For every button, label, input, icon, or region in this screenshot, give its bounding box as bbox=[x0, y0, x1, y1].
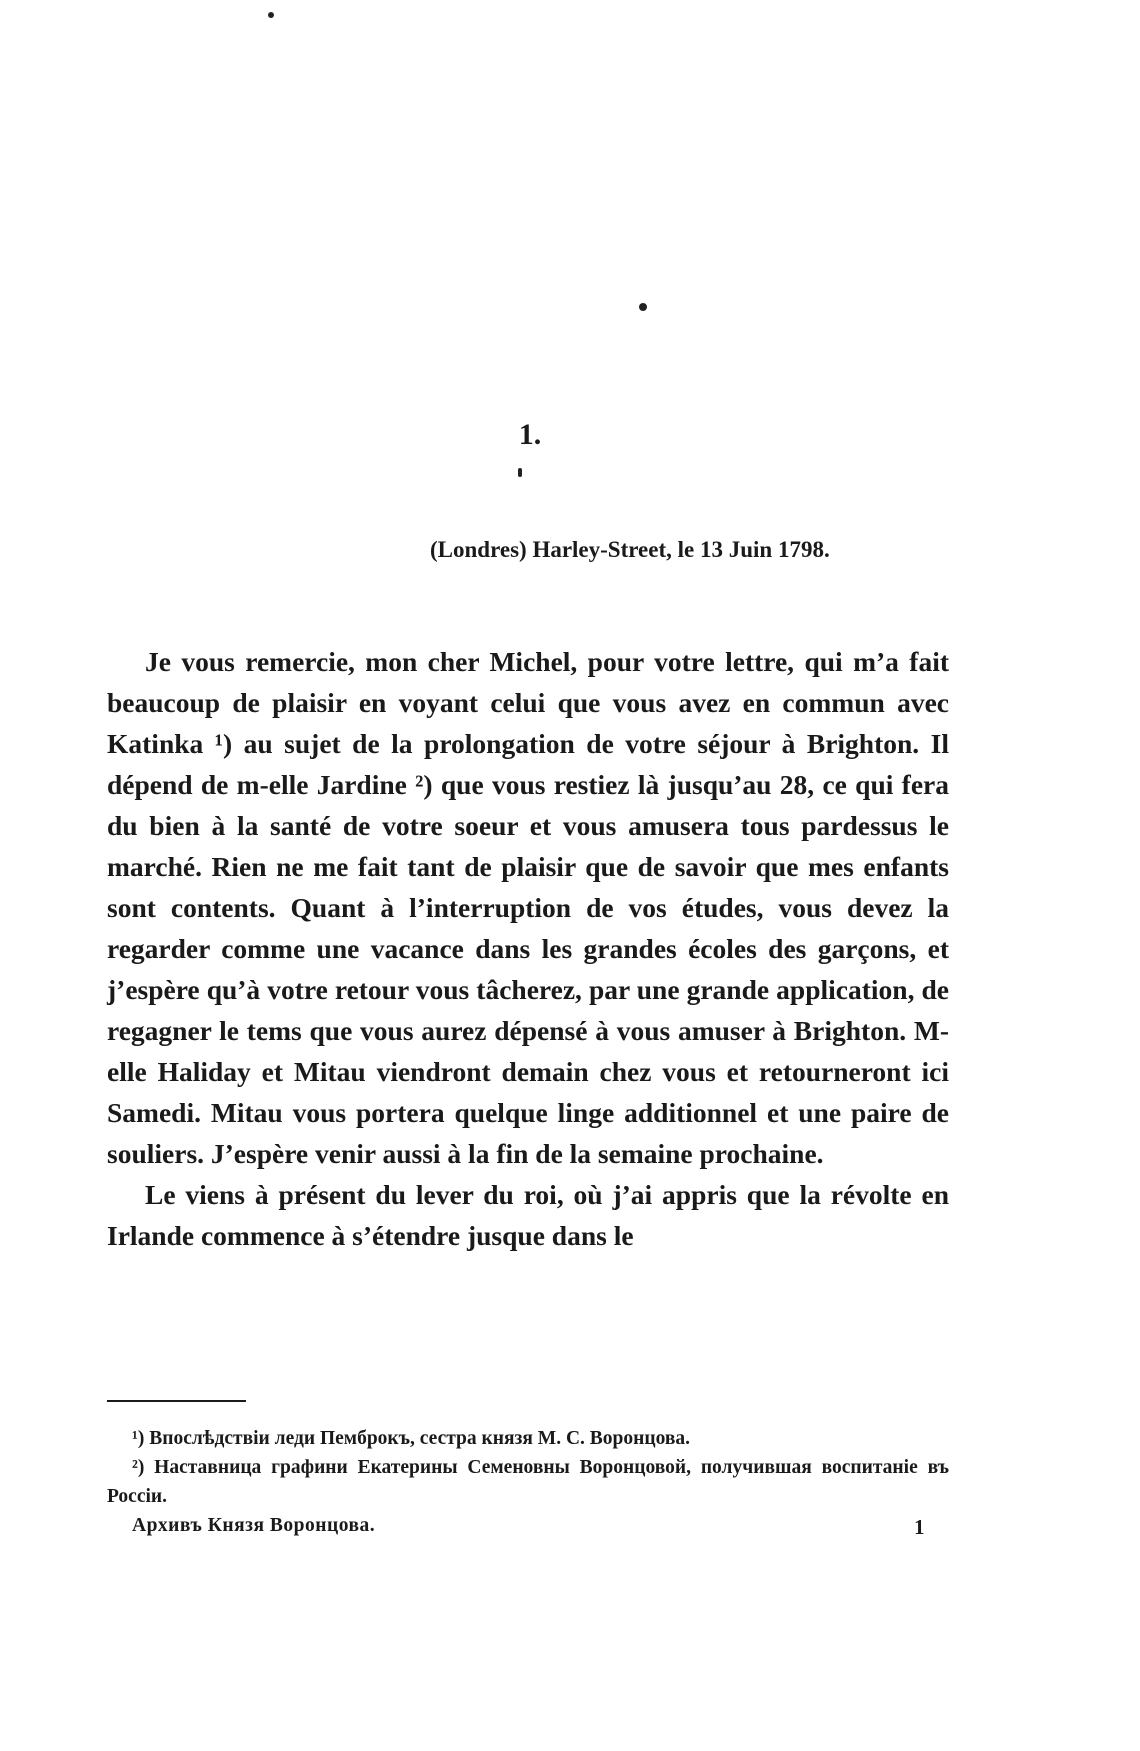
footnote: ¹) Впослѣдствіи леди Пемброкъ, сестра князя М. С. Воронцова. bbox=[132, 1428, 691, 1449]
footnote-divider bbox=[107, 1400, 246, 1402]
footnotes bbox=[107, 1424, 949, 1511]
paragraph: Je vous remercie, mon cher Michel, pour votre lettre, qui m’a fait beaucoup de plaisir en voyant celui que vous avez en commun avec Katinka ¹) au sujet de la prolongation de votre séjour à Brighton. Il dépend de m-elle Jardine ²) que vous restiez là jusqu’au 28, ce qui fera du bien à la santé de votre soeur et vous amusera tous pardessus le marché. Rien ne me fait tant de plaisir que de savoir que mes enfants sont contents. Quant à l’interruption de vos études, vous devez la regarder comme une vacance dans les grandes écoles des garçons, et j’espère qu’à votre retour vous tâcherez, par une grande application, de regagner le tems que vous aurez dépensé à vous amuser à Brighton. M-elle Haliday et Mitau viendront demain chez vous et retourneront ici Samedi. Mitau vous portera quelque linge additionnel et une paire de souliers. J’espère venir aussi à la fin de la semaine prochaine. bbox=[107, 646, 949, 1169]
letter-number: 1. bbox=[518, 418, 542, 451]
letter-body bbox=[107, 641, 949, 1256]
print-speck bbox=[639, 303, 647, 311]
print-speck bbox=[268, 12, 274, 18]
footnote: ²) Наставница графини Екатерины Семеновны Воронцовой, получившая воспитаніе въ Россіи. bbox=[107, 1457, 949, 1507]
paragraph: Le viens à présent du lever du roi, où j’ai appris que la révolte en Irlande commence à s’étendre jusque dans le bbox=[107, 1179, 949, 1251]
archive-title: Архивъ Князя Воронцова. bbox=[132, 1515, 376, 1536]
print-speck bbox=[518, 468, 522, 477]
page-number: 1 bbox=[914, 1515, 925, 1539]
dateline: (Londres) Harley-Street, le 13 Juin 1798. bbox=[430, 537, 830, 562]
